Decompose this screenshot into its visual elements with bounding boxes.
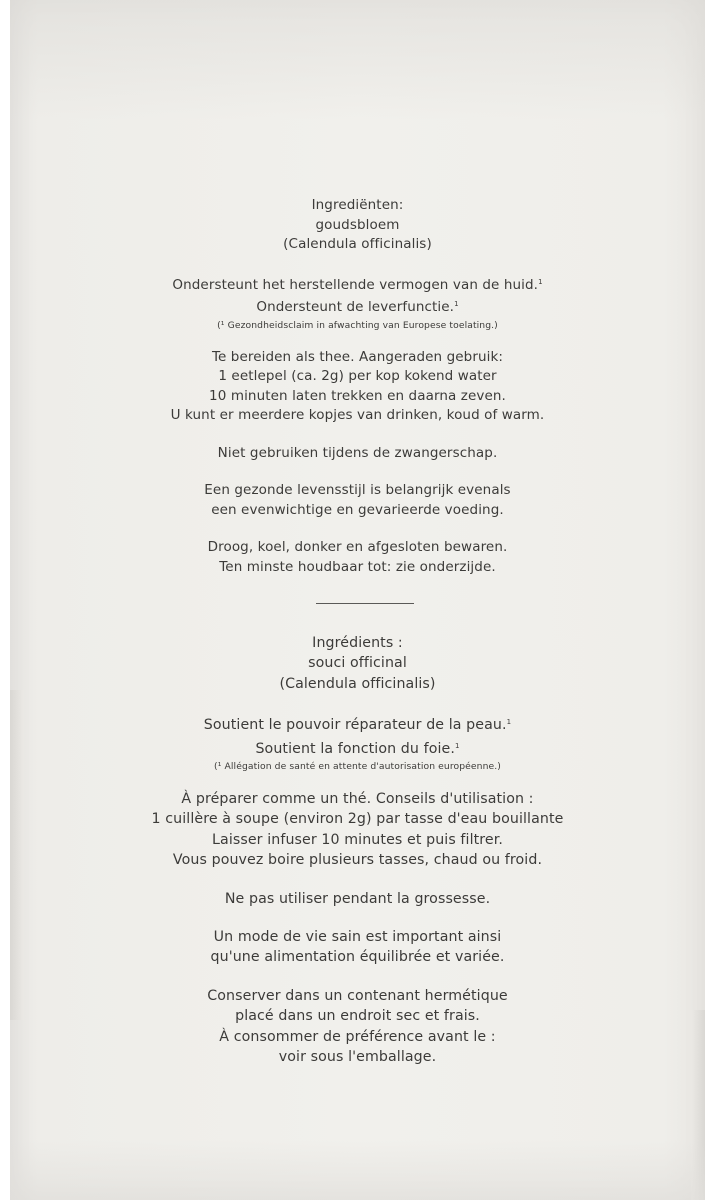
fr-pregnancy-warning: Ne pas utiliser pendant la grossesse. bbox=[224, 890, 491, 907]
fr-storage-line: Conserver dans un contenant hermétique bbox=[207, 987, 508, 1004]
nl-ingredients-label: Ingrediënten: bbox=[311, 197, 404, 213]
bag-bottom-fold bbox=[10, 1140, 705, 1200]
bag-top-fold bbox=[10, 0, 705, 120]
nl-claim-skin-mark: 1 bbox=[538, 277, 543, 286]
fr-lifestyle-line: qu'une alimentation équilibrée et variée. bbox=[210, 949, 505, 966]
nl-prep-line: 1 eetlepel (ca. 2g) per kop kokend water bbox=[218, 368, 497, 384]
fr-ingredient: souci officinal bbox=[308, 655, 407, 672]
nl-lifestyle-line: een evenwichtige en gevarieerde voeding. bbox=[211, 501, 504, 518]
fr-claim-liver-mark: 1 bbox=[454, 741, 460, 750]
fr-claim-liver-text: Soutient la fonction du foie. bbox=[255, 740, 455, 757]
fr-prep-line: Laisser infuser 10 minutes et puis filtrer. bbox=[212, 831, 503, 848]
nl-claim-liver bbox=[0, 295, 715, 318]
nl-latin-name: (Calendula officinalis) bbox=[283, 236, 432, 252]
fr-claim-liver bbox=[0, 736, 715, 759]
nl-pregnancy-warning: Niet gebruiken tijdens de zwangerschap. bbox=[217, 444, 498, 461]
language-divider bbox=[316, 603, 414, 604]
fr-prep-line: 1 cuillère à soupe (environ 2g) par tasse d'eau bouillante bbox=[151, 811, 564, 828]
nl-prep-line: Te bereiden als thee. Aangeraden gebruik: bbox=[211, 348, 504, 365]
fr-claim-skin-text: Soutient le pouvoir réparateur de la peau. bbox=[203, 717, 507, 734]
fr-storage-line: voir sous l'emballage. bbox=[278, 1049, 437, 1066]
nl-footnote: (¹ Gezondheidsclaim in afwachting van Europese toelating.) bbox=[217, 319, 498, 331]
fr-ingredients-label: Ingrédients : bbox=[312, 635, 403, 651]
nl-claim-skin bbox=[0, 273, 715, 296]
nl-prep-line: U kunt er meerdere kopjes van drinken, koud of warm. bbox=[170, 407, 545, 423]
nl-ingredient: goudsbloem bbox=[315, 216, 400, 233]
nl-lifestyle-line: Een gezonde levensstijl is belangrijk evenals bbox=[204, 482, 511, 498]
dutch-label-text bbox=[0, 196, 715, 577]
fr-claim-skin bbox=[0, 712, 715, 735]
nl-claim-skin-text: Ondersteunt het herstellende vermogen van de huid. bbox=[172, 276, 539, 293]
nl-storage-line: Droog, koel, donker en afgesloten bewaren. bbox=[207, 539, 508, 555]
fr-storage-line: À consommer de préférence avant le : bbox=[219, 1028, 496, 1045]
nl-storage-line: Ten minste houdbaar tot: zie onderzijde. bbox=[219, 558, 496, 575]
fr-claim-skin-mark: 1 bbox=[506, 718, 512, 727]
fr-storage-line: placé dans un endroit sec et frais. bbox=[235, 1008, 480, 1025]
nl-prep-line: 10 minuten laten trekken en daarna zeven. bbox=[209, 387, 506, 404]
nl-claim-liver-text: Ondersteunt de leverfunctie. bbox=[256, 299, 455, 315]
fr-footnote: (¹ Allégation de santé en attente d'autorisation européenne.) bbox=[214, 761, 501, 773]
french-label-text bbox=[0, 633, 715, 1068]
nl-claim-liver-mark: 1 bbox=[454, 300, 459, 308]
fr-prep-line: Vous pouvez boire plusieurs tasses, chaud ou froid. bbox=[172, 852, 543, 869]
fr-lifestyle-line: Un mode de vie sain est important ainsi bbox=[213, 929, 502, 946]
fr-prep-line: À préparer comme un thé. Conseils d'utilisation : bbox=[181, 791, 534, 808]
fr-latin-name: (Calendula officinalis) bbox=[279, 675, 436, 692]
